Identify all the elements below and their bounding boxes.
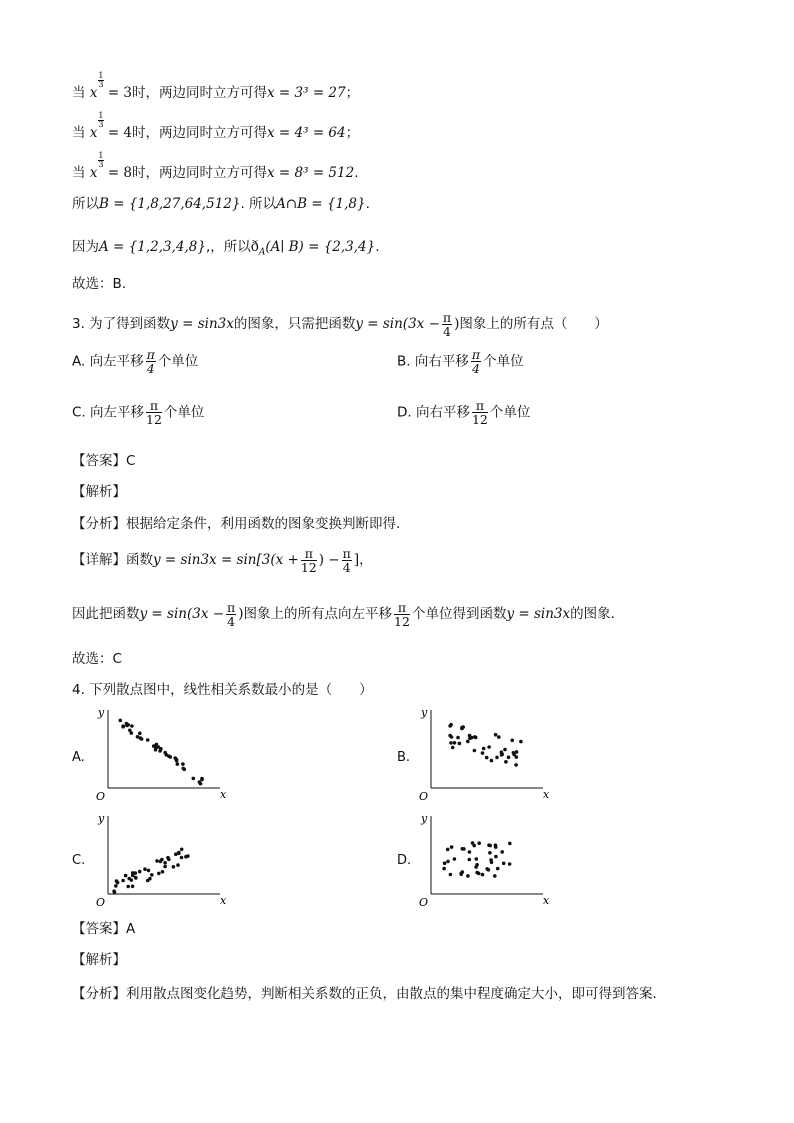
scatter-point bbox=[508, 842, 512, 846]
scatter-point bbox=[519, 740, 523, 744]
scatter-point bbox=[449, 741, 453, 745]
scatter-point bbox=[489, 858, 493, 862]
x-axis-label: x bbox=[543, 788, 550, 800]
y-axis-label: y bbox=[421, 706, 428, 719]
scatter-point bbox=[461, 847, 465, 851]
scatter-point bbox=[134, 876, 138, 880]
fraction: $\frac{\pi}{4}$ bbox=[342, 545, 351, 575]
scatter-point bbox=[450, 845, 454, 849]
scatter-point bbox=[176, 762, 180, 766]
scatter-point bbox=[192, 777, 196, 781]
scatter-point bbox=[514, 763, 518, 767]
solution-line-2: 当 x $\frac{1}{3}$ = 4时，两边同时立方可得x = 4³ = 64； bbox=[72, 111, 360, 141]
scatter-point bbox=[493, 874, 497, 878]
solution-line-4: 所以B = {1,8,27,64,512}. 所以A∩B = {1,8}. bbox=[72, 196, 370, 212]
scatter-point bbox=[172, 865, 176, 869]
scatter-plot-b bbox=[415, 704, 555, 800]
label-a: A. bbox=[72, 750, 85, 765]
scatter-point bbox=[443, 861, 447, 865]
scatter-plot-a bbox=[92, 704, 232, 800]
solution-line-5: 因为A = {1,2,3,4,8},，所以$ð_A(A∣$ B) = {2,3,4}. bbox=[72, 239, 380, 258]
scatter-point bbox=[157, 872, 161, 876]
scatter-point bbox=[490, 759, 494, 763]
scatter-point bbox=[175, 759, 179, 763]
scatter-point bbox=[130, 724, 134, 728]
option-c: C. 向左平移 $\frac{\pi}{12}$ 个单位 bbox=[72, 398, 205, 427]
scatter-point bbox=[494, 855, 498, 859]
q3-xiangjie: 【详解】函数y = sin3x = sin[3(x + $\frac{\pi}{12}$ ) − $\frac{\pi}{4}$ ]， bbox=[72, 545, 373, 575]
math-base: x bbox=[89, 85, 98, 101]
fraction: $\frac{\pi}{4}$ bbox=[146, 347, 155, 376]
scatter-point bbox=[177, 852, 181, 856]
scatter-point bbox=[460, 727, 464, 731]
scatter-point bbox=[515, 750, 519, 754]
scatter-point bbox=[503, 748, 507, 752]
scatter-point bbox=[159, 860, 163, 864]
solution-line-1: 当 x $\frac{1}{3}$ = 3时，两边同时立方可得x = 3³ = 27； bbox=[72, 71, 360, 101]
scatter-point bbox=[475, 857, 479, 861]
scatter-point bbox=[155, 859, 159, 863]
scatter-point bbox=[470, 736, 474, 740]
scatter-point bbox=[147, 869, 151, 873]
label-d: D. bbox=[397, 853, 412, 868]
text: 当 bbox=[72, 85, 86, 101]
q3-fenxi: 【分析】根据给定条件，利用函数的图象变换判断即得. bbox=[72, 516, 401, 532]
fraction: $\frac{\pi}{12}$ bbox=[471, 398, 488, 427]
q3-answer: 【答案】C bbox=[72, 453, 136, 469]
scatter-point bbox=[139, 736, 143, 740]
origin-label: O bbox=[96, 790, 106, 800]
y-axis-label: y bbox=[98, 812, 105, 825]
scatter-point bbox=[468, 858, 472, 862]
y-axis-label: y bbox=[421, 812, 428, 825]
q4-answer: 【答案】A bbox=[72, 921, 136, 937]
scatter-point bbox=[488, 851, 492, 855]
scatter-point bbox=[500, 753, 504, 757]
origin-label: O bbox=[96, 896, 106, 906]
scatter-plot-c bbox=[92, 810, 232, 906]
scatter-point bbox=[456, 736, 460, 740]
scatter-point bbox=[497, 735, 501, 739]
q3-analysis-heading: 【解析】 bbox=[72, 484, 126, 500]
scatter-point bbox=[473, 735, 477, 739]
scatter-point bbox=[451, 746, 455, 750]
scatter-point bbox=[138, 732, 142, 736]
scatter-point bbox=[146, 738, 150, 742]
scatter-point bbox=[475, 871, 479, 875]
scatter-point bbox=[472, 844, 476, 848]
fraction: $\frac{\pi}{4}$ bbox=[227, 599, 236, 629]
scatter-point bbox=[488, 844, 492, 848]
scatter-point bbox=[487, 745, 491, 749]
scatter-point bbox=[182, 767, 186, 771]
scatter-point bbox=[446, 860, 450, 864]
scatter-svg bbox=[92, 810, 232, 906]
scatter-point bbox=[495, 756, 499, 760]
fraction: $\frac{\pi}{12}$ bbox=[146, 398, 162, 427]
origin-label: O bbox=[419, 896, 429, 906]
q4-stem: 4. 下列散点图中，线性相关系数最小的是（ ） bbox=[72, 682, 373, 698]
fraction: $\frac{\pi}{12}$ bbox=[300, 545, 317, 575]
scatter-point bbox=[504, 760, 508, 764]
scatter-svg bbox=[92, 704, 232, 800]
scatter-point bbox=[115, 879, 119, 883]
choose-line-b: 故选：B. bbox=[72, 276, 127, 292]
scatter-point bbox=[113, 891, 117, 895]
scatter-point bbox=[121, 879, 125, 883]
fraction: $\frac{\pi}{4}$ bbox=[442, 309, 452, 339]
scatter-point bbox=[515, 755, 519, 759]
origin-label: O bbox=[419, 790, 429, 800]
scatter-point bbox=[126, 885, 130, 889]
x-axis-label: x bbox=[220, 894, 227, 906]
x-axis-label: x bbox=[543, 894, 550, 906]
scatter-point bbox=[176, 863, 180, 867]
scatter-point bbox=[494, 733, 498, 737]
text: 时，两边同时立方可得 bbox=[132, 85, 268, 101]
scatter-point bbox=[146, 879, 150, 883]
fraction: $\frac{\pi}{12}$ bbox=[394, 599, 410, 629]
scatter-point bbox=[477, 841, 481, 845]
scatter-point bbox=[169, 755, 173, 759]
scatter-point bbox=[459, 872, 463, 876]
scatter-point bbox=[180, 856, 184, 860]
exponent-fraction: $\frac{1}{3}$ bbox=[98, 111, 104, 129]
scatter-point bbox=[449, 723, 453, 727]
scatter-point bbox=[138, 870, 142, 874]
scatter-point bbox=[181, 762, 185, 766]
scatter-point bbox=[507, 756, 511, 760]
scatter-point bbox=[119, 719, 123, 723]
scatter-point bbox=[502, 862, 506, 866]
q3-choose: 故选：C bbox=[72, 651, 122, 667]
scatter-point bbox=[128, 729, 132, 733]
option-d: D. 向右平移 $\frac{\pi}{12}$ 个单位 bbox=[397, 398, 531, 427]
scatter-point bbox=[200, 778, 204, 782]
scatter-point bbox=[163, 751, 167, 755]
x-axis-label: x bbox=[220, 788, 227, 800]
q4-analysis-heading: 【解析】 bbox=[72, 952, 126, 968]
scatter-point bbox=[446, 848, 450, 852]
scatter-point bbox=[131, 871, 135, 875]
solution-line-3: 当 x $\frac{1}{3}$ = 8时，两边同时立方可得x = 8³ = 512. bbox=[72, 151, 359, 181]
label-b: B. bbox=[397, 750, 411, 765]
math: x = 3³ = 27 bbox=[267, 85, 346, 101]
scatter-point bbox=[500, 850, 504, 854]
scatter-point bbox=[487, 868, 491, 872]
math: = 3 bbox=[107, 85, 133, 101]
option-a: A. 向左平移 $\frac{\pi}{4}$ 个单位 bbox=[72, 347, 199, 376]
scatter-point bbox=[143, 867, 147, 871]
scatter-point bbox=[150, 873, 154, 877]
scatter-point bbox=[114, 884, 118, 888]
scatter-point bbox=[449, 873, 453, 877]
scatter-svg bbox=[415, 810, 555, 906]
scatter-point bbox=[481, 751, 485, 755]
scatter-point bbox=[512, 751, 516, 755]
scatter-point bbox=[496, 867, 500, 871]
scatter-svg bbox=[415, 704, 555, 800]
y-axis-label: y bbox=[98, 706, 105, 719]
scatter-point bbox=[198, 780, 202, 784]
exponent-fraction: $\frac{1}{3}$ bbox=[98, 151, 104, 169]
scatter-point bbox=[453, 741, 457, 745]
scatter-point bbox=[184, 855, 188, 859]
scatter-point bbox=[124, 874, 128, 878]
scatter-point bbox=[166, 856, 170, 860]
scatter-point bbox=[126, 723, 130, 727]
scatter-point bbox=[131, 885, 135, 889]
scatter-point bbox=[494, 845, 498, 849]
option-b: B. 向右平移 $\frac{\pi}{4}$ 个单位 bbox=[397, 347, 524, 376]
scatter-point bbox=[442, 867, 446, 871]
scatter-point bbox=[482, 747, 486, 751]
fraction: $\frac{\pi}{4}$ bbox=[471, 347, 481, 376]
scatter-point bbox=[121, 725, 125, 729]
scatter-point bbox=[130, 878, 134, 882]
scatter-point bbox=[468, 850, 472, 854]
scatter-point bbox=[161, 870, 165, 874]
scatter-point bbox=[481, 873, 485, 877]
scatter-point bbox=[474, 865, 478, 869]
scatter-point bbox=[180, 848, 184, 852]
scatter-plot-d bbox=[415, 810, 555, 906]
label-c: C. bbox=[72, 853, 86, 868]
scatter-point bbox=[458, 742, 462, 746]
q3-stem: 3. 为了得到函数y = sin3x的图象，只需把函数y = sin(3x − $\frac{\pi}{4}$ )图象上的所有点（ ） bbox=[72, 309, 608, 339]
q4-fenxi: 【分析】利用散点图变化趋势，判断相关系数的正负，由散点的集中程度确定大小，即可得到答案. bbox=[72, 986, 657, 1002]
scatter-point bbox=[450, 735, 454, 739]
scatter-point bbox=[466, 740, 470, 744]
scatter-point bbox=[453, 857, 457, 861]
scatter-point bbox=[155, 746, 159, 750]
scatter-point bbox=[510, 739, 514, 743]
exponent-fraction: $\frac{1}{3}$ bbox=[98, 71, 104, 89]
scatter-point bbox=[508, 862, 512, 866]
scatter-point bbox=[485, 756, 489, 760]
scatter-point bbox=[466, 874, 470, 878]
q3-yinci: 因此把函数y = sin(3x − $\frac{\pi}{4}$ )图象上的所有点向左平移 $\frac{\pi}{12}$ 个单位得到函数y = sin3x的图象. bbox=[72, 599, 615, 629]
scatter-point bbox=[473, 749, 477, 753]
scatter-point bbox=[163, 865, 167, 869]
scatter-point bbox=[163, 861, 167, 865]
